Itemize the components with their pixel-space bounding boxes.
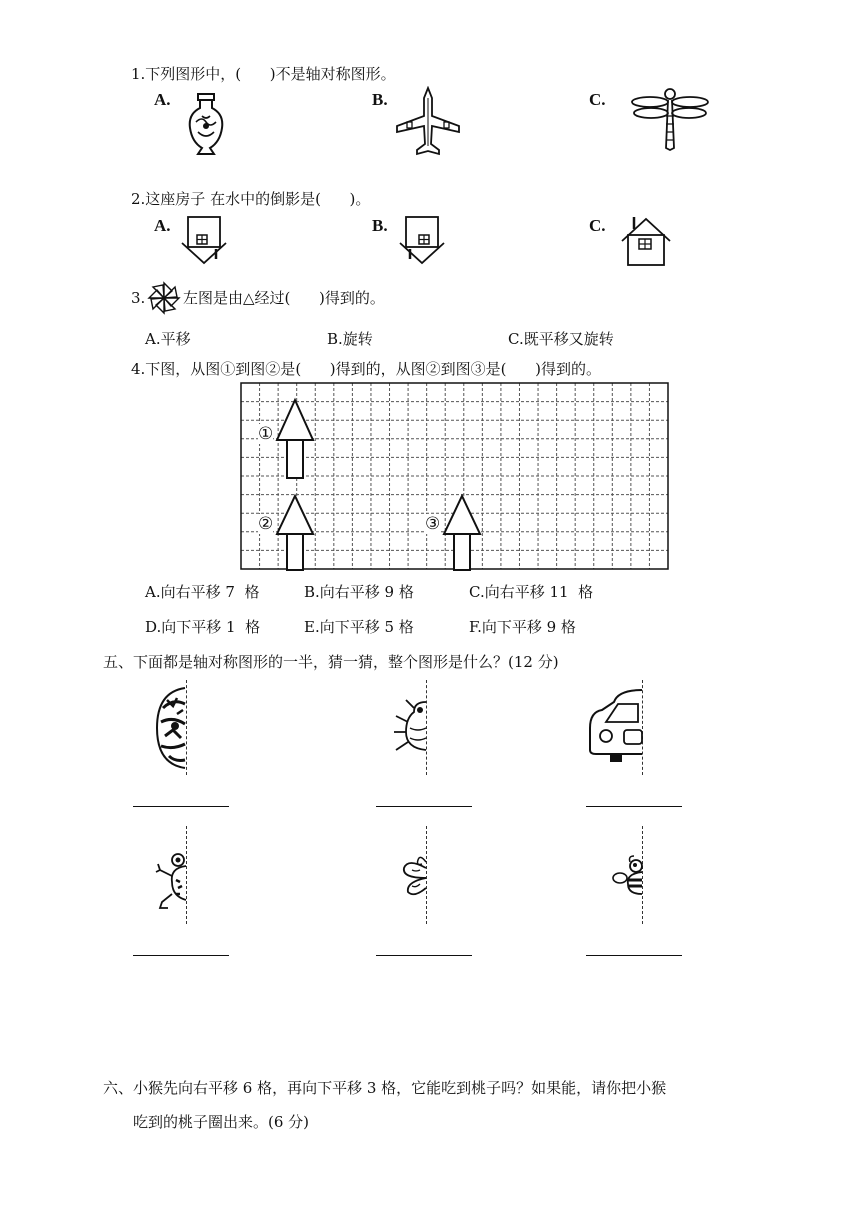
q4-choice-c[interactable]: C.向右平移 11 格: [469, 583, 594, 601]
arrow-3-shaft: [454, 534, 470, 570]
vase-icon: [184, 92, 228, 156]
q4-choice-f[interactable]: F.向下平移 9 格: [469, 618, 576, 636]
pinwheel-icon: [147, 281, 181, 315]
marker-3: ③: [425, 514, 441, 534]
airplane-icon: [395, 86, 461, 158]
bee-half-icon: [612, 854, 644, 898]
translation-grid: [240, 382, 670, 572]
marker-2: ②: [258, 514, 274, 534]
q4-choice-b[interactable]: B.向右平移 9 格: [304, 583, 414, 601]
q2-option-b-label[interactable]: B.: [372, 216, 388, 235]
beetle-half-icon: [392, 698, 428, 754]
q3-choice-a[interactable]: A.平移: [145, 330, 191, 348]
frog-half-icon: [154, 852, 188, 910]
q1-option-c-label[interactable]: C.: [589, 90, 606, 109]
answer-blank[interactable]: [133, 806, 229, 807]
q4-choice-d[interactable]: D.向下平移 1 格: [145, 618, 261, 636]
q1-stem: 1.下列图形中，( )不是轴对称图形。: [131, 65, 396, 83]
butterfly-half-icon: [400, 852, 428, 898]
answer-blank[interactable]: [376, 955, 472, 956]
q3-choice-b[interactable]: B.旋转: [327, 330, 373, 348]
house-icon: [620, 213, 672, 267]
q2-stem: 2.这座房子 在水中的倒影是( )。: [131, 190, 371, 208]
car-half-icon: [588, 688, 644, 766]
q1-option-a-label[interactable]: A.: [154, 90, 171, 109]
arrow-1-shaft: [287, 440, 303, 478]
q2-option-c-label[interactable]: C.: [589, 216, 606, 235]
answer-blank[interactable]: [376, 806, 472, 807]
q4-choice-a[interactable]: A.向右平移 7 格: [145, 583, 260, 601]
marker-1: ①: [258, 424, 274, 444]
q2-option-a-label[interactable]: A.: [154, 216, 171, 235]
q3-number: 3.: [131, 289, 146, 307]
answer-blank[interactable]: [586, 806, 682, 807]
q3-choice-c[interactable]: C.既平移又旋转: [508, 330, 614, 348]
face-mask-half-icon: [155, 686, 187, 770]
section5-title: 五、下面都是轴对称图形的一半，猜一猜，整个图形是什么？(12 分): [103, 653, 559, 671]
q3-stem: 左图是由△经过( )得到的。: [183, 289, 385, 307]
arrow-2-head: [277, 496, 313, 534]
arrow-2-shaft: [287, 534, 303, 570]
q4-choice-e[interactable]: E.向下平移 5 格: [304, 618, 414, 636]
dragonfly-icon: [630, 86, 710, 152]
q1-option-b-label[interactable]: B.: [372, 90, 388, 109]
inverted-house-b-icon: [398, 215, 446, 267]
answer-blank[interactable]: [133, 955, 229, 956]
inverted-house-a-icon: [180, 215, 228, 267]
arrow-3-head: [444, 496, 480, 534]
q4-stem: 4.下图，从图①到图②是( )得到的，从图②到图③是( )得到的。: [131, 360, 601, 378]
answer-blank[interactable]: [586, 955, 682, 956]
section6-line2: 吃到的桃子圈出来。(6 分): [133, 1113, 310, 1131]
section6-line1: 六、小猴先向右平移 6 格，再向下平移 3 格，它能吃到桃子吗？如果能，请你把小猴: [103, 1079, 667, 1097]
